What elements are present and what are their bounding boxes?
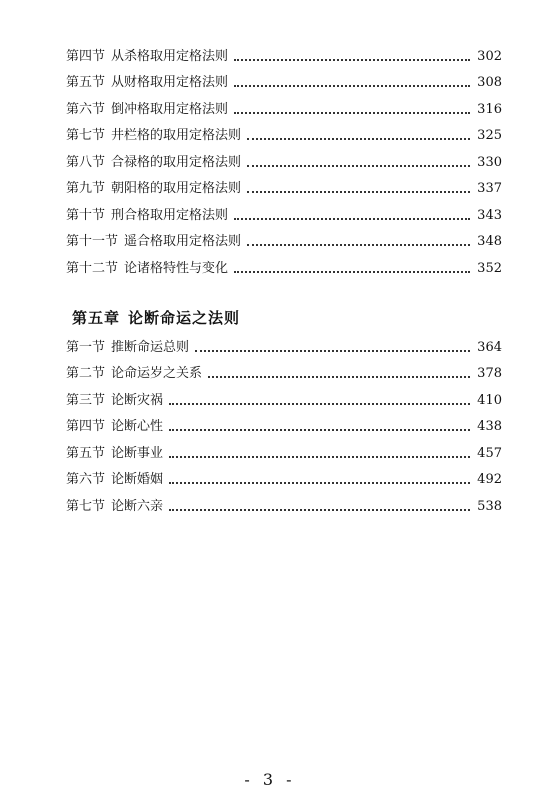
chapter-heading[interactable] [72, 307, 240, 328]
dot-leader [169, 403, 470, 405]
section-number: 第七节 [66, 498, 106, 514]
section-title: 遥合格取用定格法则 [124, 234, 242, 249]
page-number: 492 [477, 472, 502, 487]
chapter5-section-list [66, 329, 502, 515]
chapter-number: 第五章 [72, 309, 121, 327]
dot-leader [169, 456, 470, 458]
toc-entry[interactable] [66, 435, 502, 462]
page-number: 337 [477, 181, 502, 196]
toc-entry[interactable] [66, 144, 502, 171]
section-title: 论断六亲 [111, 498, 164, 514]
section-title: 从杀格取用定格法则 [111, 48, 229, 64]
section-title: 论命运岁之关系 [111, 366, 203, 381]
page-number: 364 [477, 339, 502, 355]
section-title: 论断事业 [111, 445, 164, 461]
section-number: 第三节 [66, 392, 106, 408]
dot-leader [195, 350, 470, 352]
page-number: 316 [477, 101, 502, 117]
dot-leader [234, 112, 470, 114]
page-number: 538 [477, 498, 502, 514]
section-number: 第四节 [66, 419, 106, 434]
toc-entry[interactable] [66, 382, 502, 409]
dot-leader [234, 85, 470, 87]
dot-leader [169, 509, 470, 511]
section-number: 第十一节 [66, 234, 119, 249]
toc-entry[interactable] [66, 488, 502, 515]
dot-leader [247, 138, 470, 140]
dot-leader [247, 191, 470, 193]
page-number: 343 [477, 207, 502, 223]
page-number: 457 [477, 445, 502, 461]
section-number: 第六节 [66, 472, 106, 487]
toc-entry[interactable] [66, 38, 502, 65]
section-title: 合禄格的取用定格法则 [111, 154, 242, 170]
toc-entry[interactable] [66, 356, 502, 383]
section-number: 第一节 [66, 339, 106, 355]
dot-leader [247, 244, 470, 246]
section-title: 推断命运总则 [111, 339, 190, 355]
toc-entry[interactable] [66, 171, 502, 198]
section-title: 论断灾祸 [111, 392, 164, 408]
page-number: 302 [477, 48, 502, 64]
section-title: 从财格取用定格法则 [111, 75, 229, 90]
section-number: 第二节 [66, 366, 106, 381]
section-number: 第五节 [66, 445, 106, 461]
toc-entry[interactable] [66, 250, 502, 277]
toc-entry[interactable] [66, 65, 502, 92]
toc-entry[interactable] [66, 118, 502, 145]
page-number: 308 [477, 75, 502, 90]
section-title: 论诸格特性与变化 [124, 260, 229, 276]
page-number: 352 [477, 260, 502, 276]
section-title: 论断心性 [111, 419, 164, 434]
toc-entry[interactable] [66, 91, 502, 118]
page-number: 438 [477, 419, 502, 434]
toc-entry[interactable] [66, 329, 502, 356]
section-number: 第四节 [66, 48, 106, 64]
dot-leader [247, 165, 470, 167]
page-number: 325 [477, 128, 502, 143]
section-title: 朝阳格的取用定格法则 [111, 181, 242, 196]
section-title: 刑合格取用定格法则 [111, 207, 229, 223]
section-number: 第六节 [66, 101, 106, 117]
page-number: 348 [477, 234, 502, 249]
section-title: 倒冲格取用定格法则 [111, 101, 229, 117]
toc-entry[interactable] [66, 197, 502, 224]
toc-entry[interactable] [66, 462, 502, 489]
page-number: 378 [477, 366, 502, 381]
section-number: 第五节 [66, 75, 106, 90]
section-number: 第八节 [66, 154, 106, 170]
section-number: 第九节 [66, 181, 106, 196]
section-title: 论断婚姻 [111, 472, 164, 487]
chapter4-section-list [66, 38, 502, 277]
dot-leader [169, 482, 470, 484]
toc-entry[interactable] [66, 224, 502, 251]
chapter-title: 论断命运之法则 [128, 309, 241, 327]
page-number: 330 [477, 154, 502, 170]
section-number: 第十节 [66, 207, 106, 223]
dot-leader [234, 218, 470, 220]
page-footer: - 3 - [244, 770, 296, 789]
section-title: 井栏格的取用定格法则 [111, 128, 242, 143]
dot-leader [208, 376, 470, 378]
section-number: 第七节 [66, 128, 106, 143]
dot-leader [234, 271, 470, 273]
dot-leader [234, 59, 470, 61]
section-number: 第十二节 [66, 260, 119, 276]
page-number: 410 [477, 392, 502, 408]
dot-leader [169, 429, 470, 431]
toc-entry[interactable] [66, 409, 502, 436]
